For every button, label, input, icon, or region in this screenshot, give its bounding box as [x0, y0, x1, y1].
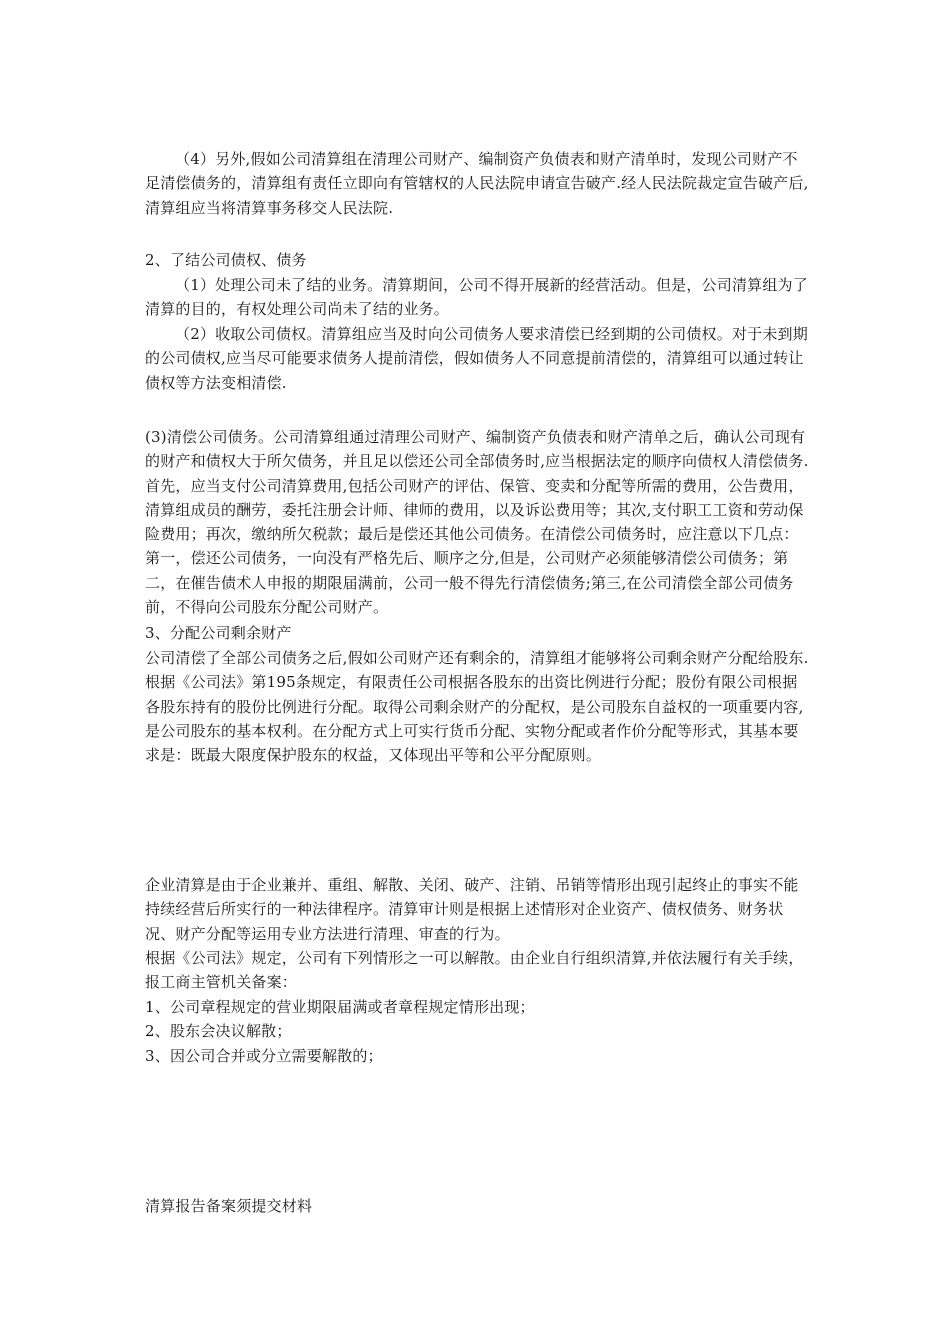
list-item-term-expiry: 1、公司章程规定的营业期限届满或者章程规定情形出现；: [145, 998, 535, 1016]
paragraph-filing-materials: 清算报告备案须提交材料: [145, 1197, 313, 1215]
paragraph-unfinished-business: （1）处理公司未了结的业务。清算期间，公司不得开展新的经营活动。但是，公司清算组为了清算的目的，有权处理公司尚未了结的业务。: [145, 276, 808, 319]
paragraph-distribute-assets: 公司清偿了全部公司债务之后,假如公司财产还有剩余的，清算组才能够将公司剩余财产分配给股东.根据《公司法》第195条规定，有限责任公司根据各股东的出资比例进行分配；股份有限公司根据各股东持有的股份比例进行分配。取得公司剩余财产的分配权，是公司股东自益权的一项重要内容,是公司股东的基本权利。在分配方式上可实行货币分配、实物分配或者作价分配等形式，其基本要求是：既最大限度保护股东的权益，又体现出平等和公平分配原则。: [145, 649, 809, 765]
heading-distribute-assets: 3、分配公司剩余财产: [145, 624, 292, 642]
list-item-shareholder-resolution: 2、股东会决议解散；: [145, 1022, 292, 1040]
paragraph-repay-debts: (3)清偿公司债务。公司清算组通过清理公司财产、编制资产负债表和财产清单之后，确认公司现有的财产和债权大于所欠债务，并且足以偿还公司全部债务时,应当根据法定的顺序向债权人清偿债务.首先，应当支付公司清算费用,包括公司财产的评估、保管、变卖和分配等所需的费用，公告费用，清算组成员的酬劳，委托注册会计师、律师的费用，以及诉讼费用等；其次,支付职工工资和劳动保险费用；再次，缴纳所欠税款；最后是偿还其他公司债务。在清偿公司债务时，应注意以下几点：第一，偿还公司债务，一向没有严格先后、顺序之分,但是，公司财产必须能够清偿公司债务；第二，在催告债术人申报的期限届满前，公司一般不得先行清偿债务;第三,在公司清偿全部公司债务前，不得向公司股东分配公司财产。: [145, 428, 809, 617]
paragraph-company-law: 根据《公司法》规定，公司有下列情形之一可以解散。由企业自行组织清算,并依法履行有关手续，报工商主管机关备案：: [145, 949, 804, 992]
paragraph-collect-claims: （2）收取公司债权。清算组应当及时向公司债务人要求清偿已经到期的公司债权。对于未到期的公司债权,应当尽可能要求债务人提前清偿，假如债务人不同意提前清偿的，清算组可以通过转让债权等方法变相清偿.: [145, 325, 808, 392]
paragraph-enterprise-liquidation: 企业清算是由于企业兼并、重组、解散、关闭、破产、注销、吊销等情形出现引起终止的事实不能持续经营后所实行的一种法律程序。清算审计则是根据上述情形对企业资产、债权债务、财务状况、财产分配等运用专业方法进行清理、审查的行为。: [145, 876, 799, 943]
paragraph-bankruptcy: （4）另外,假如公司清算组在清理公司财产、编制资产负债表和财产清单时，发现公司财产不足清偿债务的，清算组有责任立即向有管辖权的人民法院申请宣告破产.经人民法院裁定宣告破产后,清算组应当将清算事务移交人民法院.: [145, 150, 809, 217]
heading-settle-claims: 2、了结公司债权、债务: [145, 251, 307, 269]
list-item-merger-split: 3、因公司合并或分立需要解散的；: [145, 1047, 383, 1065]
